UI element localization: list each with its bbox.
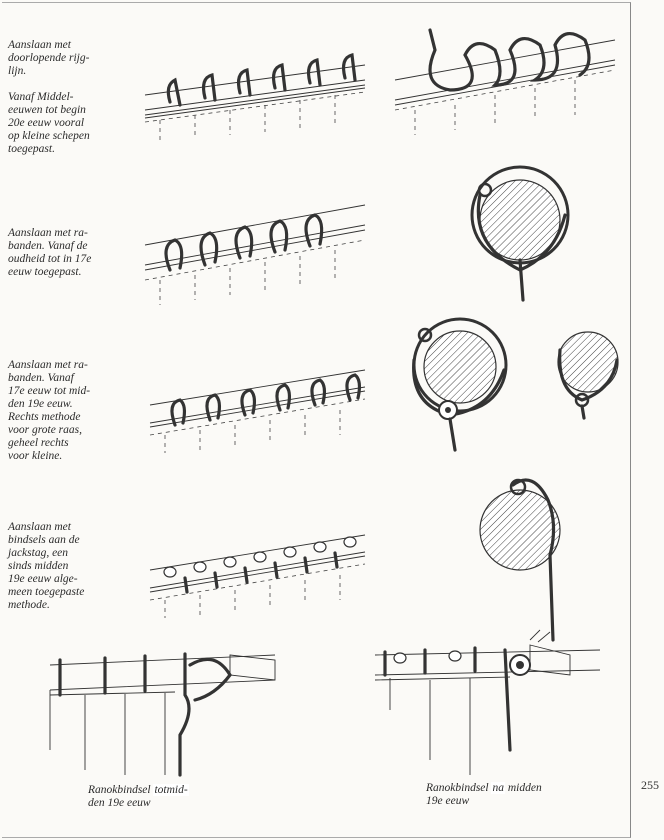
caption-robands-17th-century: Aanslaan met ra- banden. Vanaf 17e eeuw tot mid- den 19e eeuw. Rechts methode voor grote raas, geheel rechts voor kleine. bbox=[8, 359, 91, 462]
figure-continuous-lacing-detail bbox=[395, 30, 625, 140]
caption-continuous-lacing: Aanslaan met doorlopende rijg- lijn. Vanaf Middel- eeuwen tot begin 20e eeuw vooral op kleine schepen toegepast. bbox=[8, 39, 90, 155]
caption-earing-after-19th bbox=[426, 782, 596, 808]
caption-jackstay-bindings: Aanslaan met bindsels aan de jackstag, een sinds midden 19e eeuw alge- meen toegepaste methode. bbox=[8, 521, 85, 611]
figure-robands-17th-century bbox=[145, 365, 370, 455]
figure-robands-antiquity bbox=[140, 200, 370, 310]
page-number: 255 bbox=[641, 778, 659, 792]
figure-robands-small-yard bbox=[552, 330, 627, 420]
caption-earing-before-19th bbox=[88, 784, 268, 810]
figure-earing-before-19th bbox=[45, 640, 280, 780]
caption-earing-after-19th-part1: Ranokbindsel bbox=[426, 782, 492, 794]
caption-earing-after-19th-part2: midden 19e eeuw bbox=[426, 782, 542, 807]
figure-robands-antiquity-detail bbox=[465, 160, 585, 305]
figure-continuous-lacing bbox=[140, 60, 370, 150]
caption-earing-before-19th-part2: den 19e eeuw bbox=[88, 797, 151, 809]
figure-earing-after-19th bbox=[370, 630, 605, 780]
caption-earing-before-19th-highlight: totmid- bbox=[154, 784, 188, 796]
figure-robands-large-yard bbox=[400, 315, 520, 455]
caption-earing-before-19th-part1: Ranokbindsel bbox=[88, 784, 154, 796]
figure-jackstay-yard-detail bbox=[478, 475, 588, 645]
caption-robands-antiquity: Aanslaan met ra- banden. Vanaf de oudheid tot in 17e eeuw toegepast. bbox=[8, 227, 92, 278]
caption-earing-after-19th-highlight: na bbox=[492, 782, 504, 794]
figure-jackstay-bindings bbox=[145, 530, 370, 620]
